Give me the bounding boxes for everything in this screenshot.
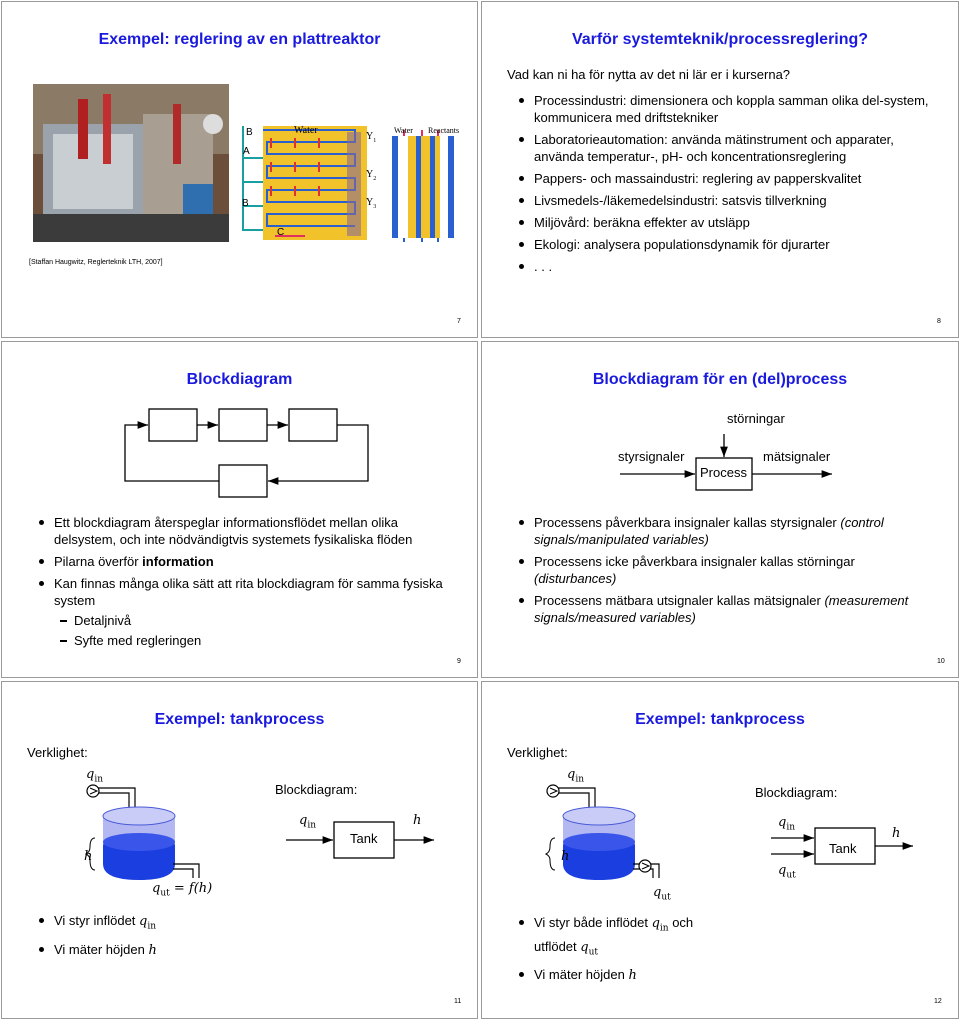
- sub-list: [54, 612, 454, 649]
- tank-illustration: [77, 780, 237, 884]
- reactor-cross-section: [392, 130, 454, 242]
- bullet-dot: [39, 918, 44, 923]
- bullet-item: Pappers- och massaindustri: reglering av papperskvalitet: [514, 170, 939, 187]
- block-1: [149, 409, 197, 441]
- bullet-item: Livsmedels-/läkemedelsindustri: satsvis tillverkning: [514, 192, 939, 209]
- sub-item: Syfte med regleringen: [54, 632, 454, 649]
- output-label: mätsignaler: [763, 449, 831, 464]
- block-h-label: h: [413, 813, 422, 828]
- slide-title: Blockdiagram för en (del)process: [592, 371, 848, 388]
- bullet-item: Vi styr både inflödet $q_{in}$ och utflödet $q_{ut}$: [514, 914, 714, 961]
- bullet-list: [514, 514, 934, 631]
- bullet-item: Pilarna överför information: [34, 553, 454, 570]
- bullet-dot: [519, 559, 524, 564]
- label-water: Water: [294, 125, 318, 136]
- slide-7: [1, 1, 478, 338]
- bullet-dash: [60, 620, 67, 622]
- bullet-item: Ekologi: analysera populationsdynamik för djurarter: [514, 236, 939, 253]
- bullet-item: Processens icke påverkbara insignaler kallas störningar (disturbances): [514, 553, 934, 587]
- bullet-list: [514, 914, 714, 989]
- h-label: h: [561, 849, 570, 864]
- bullet-item: . . .: [514, 258, 939, 275]
- reality-label: Verklighet:: [507, 745, 568, 760]
- slide-title: Varför systemteknik/processreglering?: [571, 31, 869, 48]
- bullet-dot: [39, 520, 44, 525]
- qin-label: $q_{in}$: [86, 767, 104, 785]
- process-label: Process: [700, 465, 747, 480]
- bullet-dot: [39, 947, 44, 952]
- bullet-dot: [519, 137, 524, 142]
- bullet-list: [514, 92, 939, 280]
- bullet-dot: [519, 98, 524, 103]
- label-a: A: [243, 146, 250, 157]
- slide-title: Exempel: tankprocess: [635, 711, 805, 728]
- bullet-dot: [519, 242, 524, 247]
- input-label: styrsignaler: [618, 449, 685, 464]
- label-reactants: Reactants: [428, 126, 460, 135]
- bullet-dot: [519, 598, 524, 603]
- slide-12: [481, 681, 959, 1019]
- slide-title: Blockdiagram: [186, 371, 293, 388]
- label-water2: Water: [394, 126, 413, 135]
- label-b2: B: [242, 198, 249, 209]
- page-number: 7: [457, 318, 461, 325]
- label-y1: $Y_1$: [366, 131, 377, 144]
- slide-title: Exempel: tankprocess: [154, 711, 325, 728]
- qout-label: $q_{ut} = f(h)$: [152, 881, 213, 899]
- label-b1: B: [246, 127, 253, 138]
- generic-block-diagram: [122, 406, 372, 506]
- page-number: 12: [934, 998, 942, 1005]
- sub-item: Detaljnivå: [54, 612, 454, 629]
- blockdiagram-label: Blockdiagram:: [275, 782, 358, 797]
- bullet-dot: [39, 581, 44, 586]
- bullet-dot: [519, 264, 524, 269]
- block-qin-label: $q_{in}$: [778, 815, 796, 833]
- tank-illustration: [537, 780, 697, 884]
- page-number: 9: [457, 658, 461, 665]
- slide-title: Exempel: reglering av en plattreaktor: [98, 31, 381, 48]
- bullet-list: [34, 912, 454, 964]
- label-c: C: [277, 227, 285, 238]
- disturbance-label: störningar: [727, 411, 785, 426]
- bullet-dot: [519, 920, 524, 925]
- tank-label: Tank: [829, 841, 857, 856]
- qout-label: $q_{ut}$: [653, 885, 671, 903]
- page-number: 8: [937, 318, 941, 325]
- reactor-photo: [33, 84, 229, 242]
- label-y2: $Y_2$: [366, 169, 377, 182]
- bullet-item: Vi styr inflödet $q_{in}$: [34, 912, 454, 936]
- photo-credit: [Staffan Haugwitz, Reglerteknik LTH, 2007]: [29, 259, 163, 266]
- slide-11: [1, 681, 478, 1019]
- bullet-item: Processens påverkbara insignaler kallas styrsignaler (control signals/manipulated variables): [514, 514, 934, 548]
- block-h-label: h: [892, 826, 901, 841]
- bullet-dot: [519, 220, 524, 225]
- bullet-item: Vi mäter höjden h: [514, 966, 714, 984]
- bullet-dot: [519, 198, 524, 203]
- bullet-item: Miljövård: beräkna effekter av utsläpp: [514, 214, 939, 231]
- slide-9: [1, 341, 478, 678]
- block-4: [219, 465, 267, 497]
- label-y3: $Y_3$: [366, 197, 377, 210]
- bullet-dot: [519, 520, 524, 525]
- intro-text: Vad kan ni ha för nytta av det ni lär er i kurserna?: [507, 67, 791, 82]
- bullet-item: Ett blockdiagram återspeglar informationsflödet mellan olika delsystem, och inte nödvändigtvis systemets fysikaliska flöden: [34, 514, 454, 548]
- bullet-dot: [519, 972, 524, 977]
- bullet-list: [34, 514, 454, 654]
- slide-10: [481, 341, 959, 678]
- bullet-dash: [60, 640, 67, 642]
- block-qin-label: $q_{in}$: [299, 813, 317, 831]
- qin-label: $q_{in}$: [567, 767, 585, 785]
- bullet-dot: [519, 176, 524, 181]
- h-label: h: [84, 849, 93, 864]
- block-2: [219, 409, 267, 441]
- page-number: 10: [937, 658, 945, 665]
- reality-label: Verklighet:: [27, 745, 88, 760]
- blockdiagram-label: Blockdiagram:: [755, 785, 838, 800]
- bullet-item: Kan finnas många olika sätt att rita blockdiagram för samma fysiska system Detaljnivå Syfte med regleringen: [34, 575, 454, 649]
- slide-8: [481, 1, 959, 338]
- block-qout-label: $q_{ut}$: [778, 863, 796, 881]
- bullet-item: Vi mäter höjden h: [34, 941, 454, 959]
- bullet-item: Processindustri: dimensionera och koppla samman olika del-system, kommunicera med driftstekniker: [514, 92, 939, 126]
- bullet-item: Processens mätbara utsignaler kallas mätsignaler (measurement signals/measured variables): [514, 592, 934, 626]
- tank-label: Tank: [350, 831, 378, 846]
- page-number: 11: [454, 998, 462, 1005]
- bullet-dot: [39, 559, 44, 564]
- block-3: [289, 409, 337, 441]
- bullet-item: Laboratorieautomation: använda mätinstrument och apparater, använda temperatur-, pH- och koncentrationsreglering: [514, 131, 939, 165]
